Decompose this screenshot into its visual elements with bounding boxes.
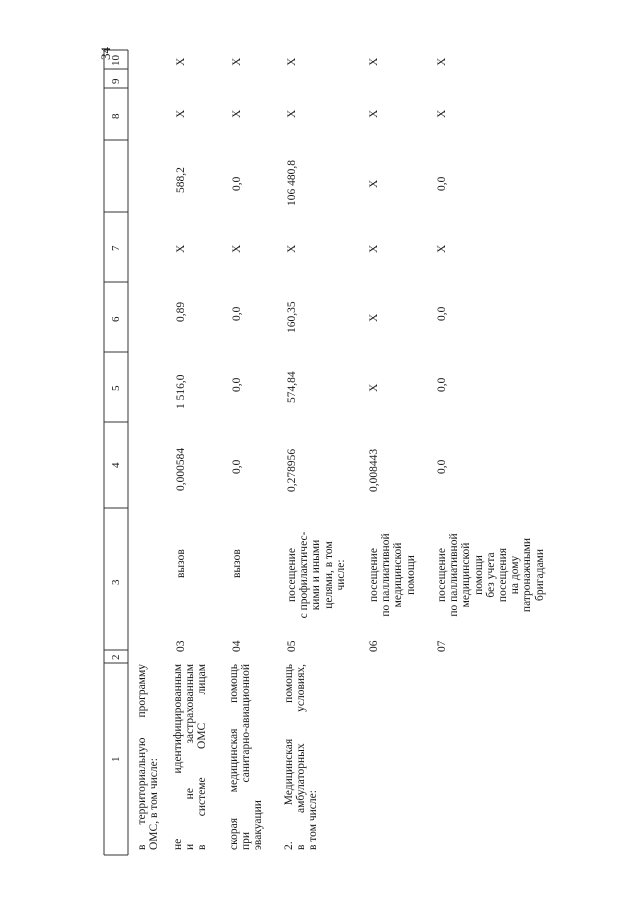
row-3-v10: X — [286, 57, 298, 66]
row-4-unit: посещение по паллиативной медицинской помощи — [368, 533, 417, 617]
page-number: 34 — [98, 47, 113, 60]
row-2-v8: 0,0 — [231, 176, 243, 191]
row-1-v4: 0,000584 — [175, 447, 187, 491]
row-1-unit: вызов — [175, 549, 187, 578]
row-2-v10: X — [231, 57, 243, 66]
row-1-v5: 1 516,0 — [175, 374, 187, 409]
row-2-v7: X — [231, 244, 243, 253]
col-header-6: 6 — [110, 316, 122, 322]
row-5-v5: 0,0 — [436, 377, 448, 392]
row-2-name: скорая медицинская помощь при санитарно-авиационной эвакуации — [228, 664, 265, 850]
row-5-v4: 0,0 — [436, 459, 448, 474]
row-3-name: 2. Медицинская помощь в амбулаторных условиях, в том числе: — [283, 664, 320, 850]
col-header-5: 5 — [110, 385, 122, 391]
row-1-v8: 588,2 — [175, 167, 187, 193]
row-4-v9: X — [368, 109, 380, 118]
row-3-code: 05 — [286, 640, 298, 652]
row-2-v6: 0,0 — [231, 306, 243, 321]
row-3-unit: посещение с профилактичес- кими и иными целями, в том числе: — [286, 531, 347, 619]
row-3-v7: X — [286, 244, 298, 253]
row-5-v7: X — [436, 244, 448, 253]
row-1-v6: 0,89 — [175, 301, 187, 322]
row-1-v9: X — [175, 109, 187, 118]
row-3-v4: 0,278956 — [286, 448, 298, 492]
row-4-v8: X — [368, 179, 380, 188]
row-3-v6: 160,35 — [286, 301, 298, 333]
row-5-v9: X — [436, 109, 448, 118]
row-5-v8: 0,0 — [436, 176, 448, 191]
row-5-unit: посещение по паллиативной медицинской помощи без учета посещения на дому патронажными бригадами — [436, 533, 546, 617]
row-2-code: 04 — [231, 640, 243, 652]
row-1-v10: X — [175, 57, 187, 66]
row-4-v5: X — [368, 383, 380, 392]
row-2-v4: 0,0 — [231, 459, 243, 474]
row-3-v5: 574,84 — [286, 371, 298, 403]
col-header-3: 3 — [110, 579, 122, 585]
col-header-1: 1 — [110, 756, 122, 762]
row-5-code: 07 — [436, 640, 448, 652]
col-header-9: 9 — [110, 78, 122, 84]
row-2-unit: вызов — [231, 549, 243, 578]
col-header-10: 10 — [110, 55, 122, 66]
row-5-v6: 0,0 — [436, 306, 448, 321]
row-2-v9: X — [231, 109, 243, 118]
row-1-name: не идентифицированным и не застрахованным в системе ОМС лицам — [172, 664, 209, 850]
row-4-v7: X — [368, 244, 380, 253]
row-3-v8: 106 480,8 — [286, 160, 298, 206]
row-1-code: 03 — [175, 640, 187, 652]
row-1-v7: X — [175, 244, 187, 253]
row-4-v10: X — [368, 57, 380, 66]
row-3-v9: X — [286, 109, 298, 118]
row-2-v5: 0,0 — [231, 377, 243, 392]
col-header-4: 4 — [110, 462, 122, 468]
row-4-v4: 0,008443 — [368, 448, 380, 492]
row-4-code: 06 — [368, 640, 380, 652]
row-0-name: в территориальную программу ОМС, в том числе: — [136, 664, 161, 850]
col-header-7: 7 — [110, 245, 122, 251]
row-5-v10: X — [436, 57, 448, 66]
col-header-2: 2 — [110, 654, 122, 660]
row-4-v6: X — [368, 313, 380, 322]
col-header-8: 8 — [110, 113, 122, 119]
